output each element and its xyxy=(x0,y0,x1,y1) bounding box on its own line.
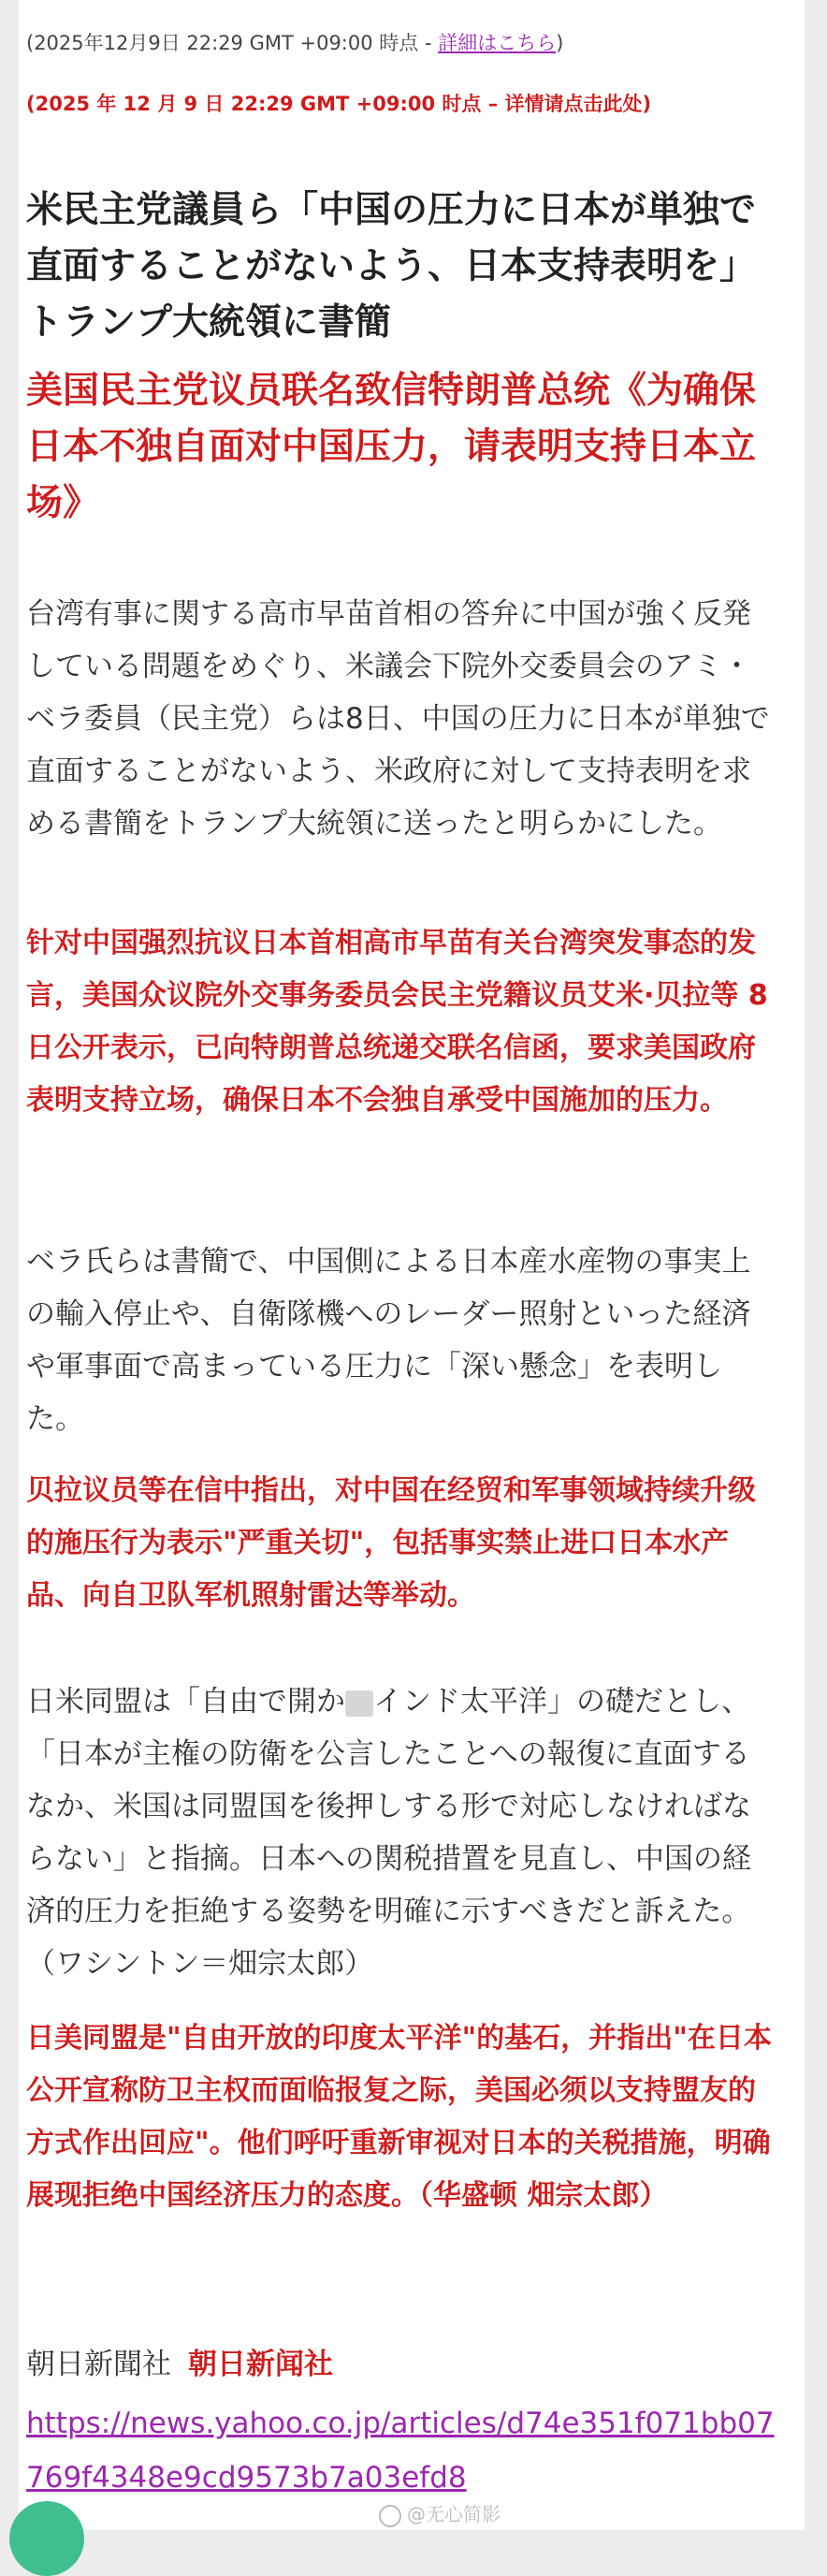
timestamp-ja xyxy=(26,28,563,56)
watermark xyxy=(379,2499,501,2527)
paragraph-1-zh: 针对中国强烈抗议日本首相高市早苗有关台湾突发事态的发言，美国众议院外交事务委员会民主党籍议员艾米·贝拉等 8 日公开表示，已向特朗普总统递交联名信函，要求美国政府表明支持立场，确保日本不会独自承受中国施加的压力。 xyxy=(26,927,768,1117)
paragraph-3-ja-end: インド太平洋」の礎だとし、「日本が主権の防衛を公言したことへの報復に直面するなか、米国は同盟国を後押しする形で対応しなければならない」と指摘。日本への関税措置を見直し、中国の経済的圧力を拒絶する姿勢を明確に示すべきだと訴えた。（ワシントン＝畑宗太郎） xyxy=(26,1685,751,1981)
watermark-text: @无心简影 xyxy=(407,2503,501,2525)
article-title-ja: 米民主党議員ら「中国の圧力に日本が単独で直面することがないよう、日本支持表明を」トランプ大統領に書簡 xyxy=(26,189,757,344)
article-title-zh: 美国民主党议员联名致信特朗普总统《为确保日本不独自面对中国压力，请表明支持日本立场》 xyxy=(26,370,757,524)
paragraph-3-zh: 日美同盟是"自由开放的印度太平洋"的基石，并指出"在日本公开宣称防卫主权而面临报复之际，美国必须以支持盟友的方式作出回应"。他们呼吁重新审视对日本的关税措施，明确展现拒绝中国经济压力的态度。（华盛顿 畑宗太郎） xyxy=(26,2022,772,2212)
paragraph-2-zh: 贝拉议员等在信中指出，对中国在经贸和军事领域持续升级的施压行为表示"严重关切"，包括事实禁止进口日本水产品、向自卫队军机照射雷达等举动。 xyxy=(26,1474,756,1612)
paragraph-2-ja: ベラ氏らは書簡で、中国側による日本産水産物の事実上の輸入停止や、自衛隊機へのレーダー照射といった経済や軍事面で高まっている圧力に「深い懸念」を表明した。 xyxy=(26,1245,751,1436)
source-zh: 朝日新闻社 xyxy=(188,2348,333,2381)
timestamp-zh: (2025 年 12 月 9 日 22:29 GMT +09:00 时点 – 详情请点击此处) xyxy=(26,93,652,115)
paragraph-3-ja-start: 日米同盟は「自由で開か xyxy=(26,1685,345,1719)
blurred-text xyxy=(345,1690,373,1717)
details-link[interactable]: 詳細はこちら xyxy=(438,32,557,54)
timestamp-ja-suffix: ) xyxy=(556,32,564,54)
floating-action-button[interactable] xyxy=(9,2501,84,2576)
timestamp-ja-prefix: (2025年12月9日 22:29 GMT +09:00 時点 - xyxy=(26,32,439,54)
paragraph-1-ja: 台湾有事に関する高市早苗首相の答弁に中国が強く反発している問題をめぐり、米議会下院外交委員会のアミ・ベラ委員（民主党）らは8日、中国の圧力に日本が単独で直面することがないよう、米政府に対して支持表明を求める書簡をトランプ大統領に送ったと明らかにした。 xyxy=(26,597,770,841)
source-ja: 朝日新聞社 xyxy=(26,2348,171,2381)
article-url-link[interactable]: https://news.yahoo.co.jp/articles/d74e351f071bb07769f4348e9cd9573b7a03efd8 xyxy=(26,2407,775,2495)
weibo-icon xyxy=(379,2505,401,2527)
paragraph-3-ja xyxy=(26,1676,775,1990)
source-line xyxy=(26,2340,333,2382)
